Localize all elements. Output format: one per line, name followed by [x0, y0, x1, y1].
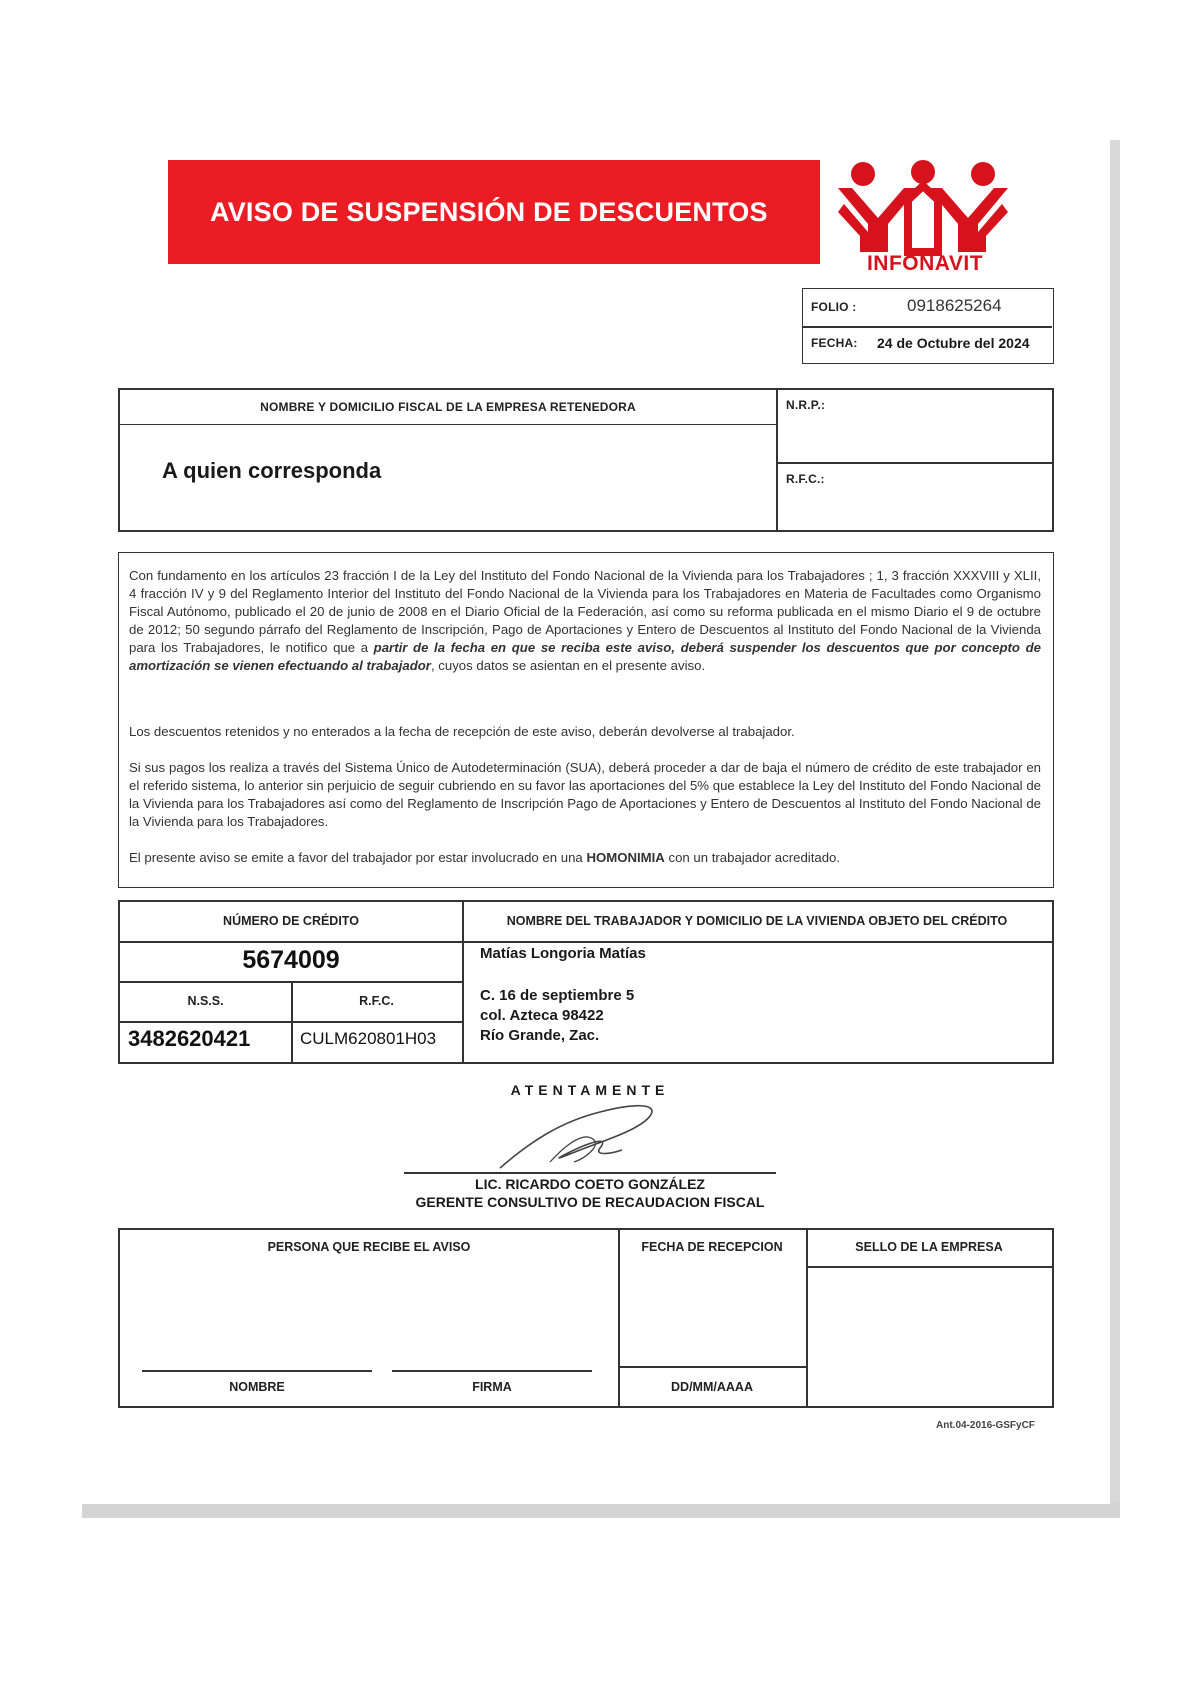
paragraph-4-text: El presente aviso se emite a favor del trabajador por estar involucrado en una	[129, 850, 587, 865]
receipt-divider-2	[806, 1230, 808, 1406]
signer-name: LIC. RICARDO COETO GONZÁLEZ	[475, 1176, 705, 1192]
folio-divider	[803, 326, 1052, 328]
nrp-label: N.R.P.:	[786, 398, 826, 412]
fecha-footer-line	[618, 1366, 806, 1368]
signer-title: GERENTE CONSULTIVO DE RECAUDACION FISCAL	[415, 1194, 765, 1210]
address-line-3: Río Grande, Zac.	[480, 1027, 600, 1044]
signature-line	[404, 1172, 776, 1174]
paragraph-3: Si sus pagos los realiza a través del Sistema Único de Autodeterminación (SUA), deberá proceder a dar de baja el número de crédito de este trabajador en el referido sistema, lo anterior sin perjuicio de seguir cubriendo en su favor las aportaciones del 5% que establece la Ley del Instituto del Fondo Nacional de la Vivienda para los Trabajadores así como del Reglamento de Inscripción Pago de Aportaciones y Entero de Descuentos al Instituto del Fondo Nacional de la Vivienda para los Trabajadores.	[129, 760, 1041, 829]
numero-credito-value: 5674009	[242, 946, 340, 974]
empresa-divider	[776, 390, 778, 530]
folio-label: FOLIO :	[811, 300, 857, 314]
sello-label: SELLO DE LA EMPRESA	[855, 1240, 1003, 1254]
empresa-section	[118, 388, 1054, 532]
trabajador-label: NOMBRE DEL TRABAJADOR Y DOMICILIO DE LA VIVIENDA OBJETO DEL CRÉDITO	[506, 914, 1008, 928]
empresa-header: NOMBRE Y DOMICILIO FISCAL DE LA EMPRESA RETENEDORA	[120, 390, 776, 425]
address-line-2: col. Azteca 98422	[480, 1007, 604, 1024]
paragraph-4	[129, 849, 1041, 867]
credito-rfc-label: R.F.C.	[359, 994, 394, 1008]
numero-credito-label: NÚMERO DE CRÉDITO	[223, 914, 359, 928]
credito-section	[118, 900, 1054, 1064]
atentamente-label: ATENTAMENTE	[510, 1082, 670, 1098]
paragraph-1	[129, 567, 1041, 675]
paragraph-4-end: con un trabajador acreditado.	[664, 850, 841, 865]
paragraph-1-text: Con fundamento en los artículos 23 fracción I de la Ley del Instituto del Fondo Nacional de la Vivienda para los Trabajadores ; 1, 3 fracción XXXVIII y XLII, 4 fracción IV y 9 del Reglamento Interior del Instituto del Fondo Nacional de la Vivienda para los Trabajadores en Materia de Facultades como Organismo Fiscal Autónomo, publicado el 20 de junio de 2008 en el Diario Oficial de la Federación, así como su reforma publicada en el mismo Diario el 9 de octubre de 2012; 50 segundo párrafo del Reglamento de Inscripción, Pago de Aportaciones y Entero de Descuentos al Instituto del Fondo Nacional de la Vivienda para los Trabajadores, le notifico que a	[129, 568, 1041, 655]
empresa-name: A quien corresponda	[162, 458, 382, 483]
firma-line[interactable]	[392, 1370, 592, 1372]
handwritten-signature-icon	[490, 1092, 670, 1172]
fecha-recepcion-label: FECHA DE RECEPCION	[641, 1240, 783, 1254]
logo-wordmark: INFONAVIT	[866, 252, 984, 275]
paragraph-1-end: , cuyos datos se asientan en el presente aviso.	[430, 658, 706, 673]
credito-rfc-value: CULM620801H03	[300, 1029, 437, 1048]
nrp-rfc-divider	[776, 462, 1052, 464]
signature-block	[380, 1074, 800, 1214]
paragraph-4-emphasis: HOMONIMIA	[586, 850, 665, 865]
nss-value: 3482620421	[128, 1026, 251, 1051]
paragraph-1-emphasis: partir de la fecha en que se reciba este aviso, deberá suspender los descuentos que por concepto de amortización se vienen efectuando al trabajador	[129, 640, 1041, 673]
fecha-value: 24 de Octubre del 2024	[877, 335, 1030, 351]
trabajador-name: Matías Longoria Matías	[480, 945, 646, 962]
nss-label: N.S.S.	[187, 994, 224, 1008]
folio-box	[802, 288, 1054, 364]
firma-label: FIRMA	[472, 1380, 512, 1394]
document-code: Ant.04-2016-GSFyCF	[936, 1420, 1035, 1431]
notice-body	[118, 552, 1054, 888]
folio-value: 0918625264	[907, 296, 1002, 315]
address-line-1: C. 16 de septiembre 5	[480, 987, 635, 1004]
document-title: AVISO DE SUSPENSIÓN DE DESCUENTOS	[210, 196, 768, 227]
nombre-label: NOMBRE	[229, 1380, 285, 1394]
nombre-line[interactable]	[142, 1370, 372, 1372]
persona-label: PERSONA QUE RECIBE EL AVISO	[267, 1240, 471, 1254]
fecha-label: FECHA:	[811, 336, 858, 350]
date-format-label: DD/MM/AAAA	[671, 1380, 753, 1394]
page-shadow-bottom	[82, 1502, 1120, 1518]
credito-header-line	[120, 941, 1052, 943]
recepcion-section	[118, 1228, 1054, 1408]
sello-header-line	[806, 1266, 1052, 1268]
empresa-rfc-label: R.F.C.:	[786, 472, 825, 486]
document-title-banner	[168, 160, 820, 264]
paragraph-2: Los descuentos retenidos y no enterados a la fecha de recepción de este aviso, deberán devolverse al trabajador.	[129, 724, 795, 739]
